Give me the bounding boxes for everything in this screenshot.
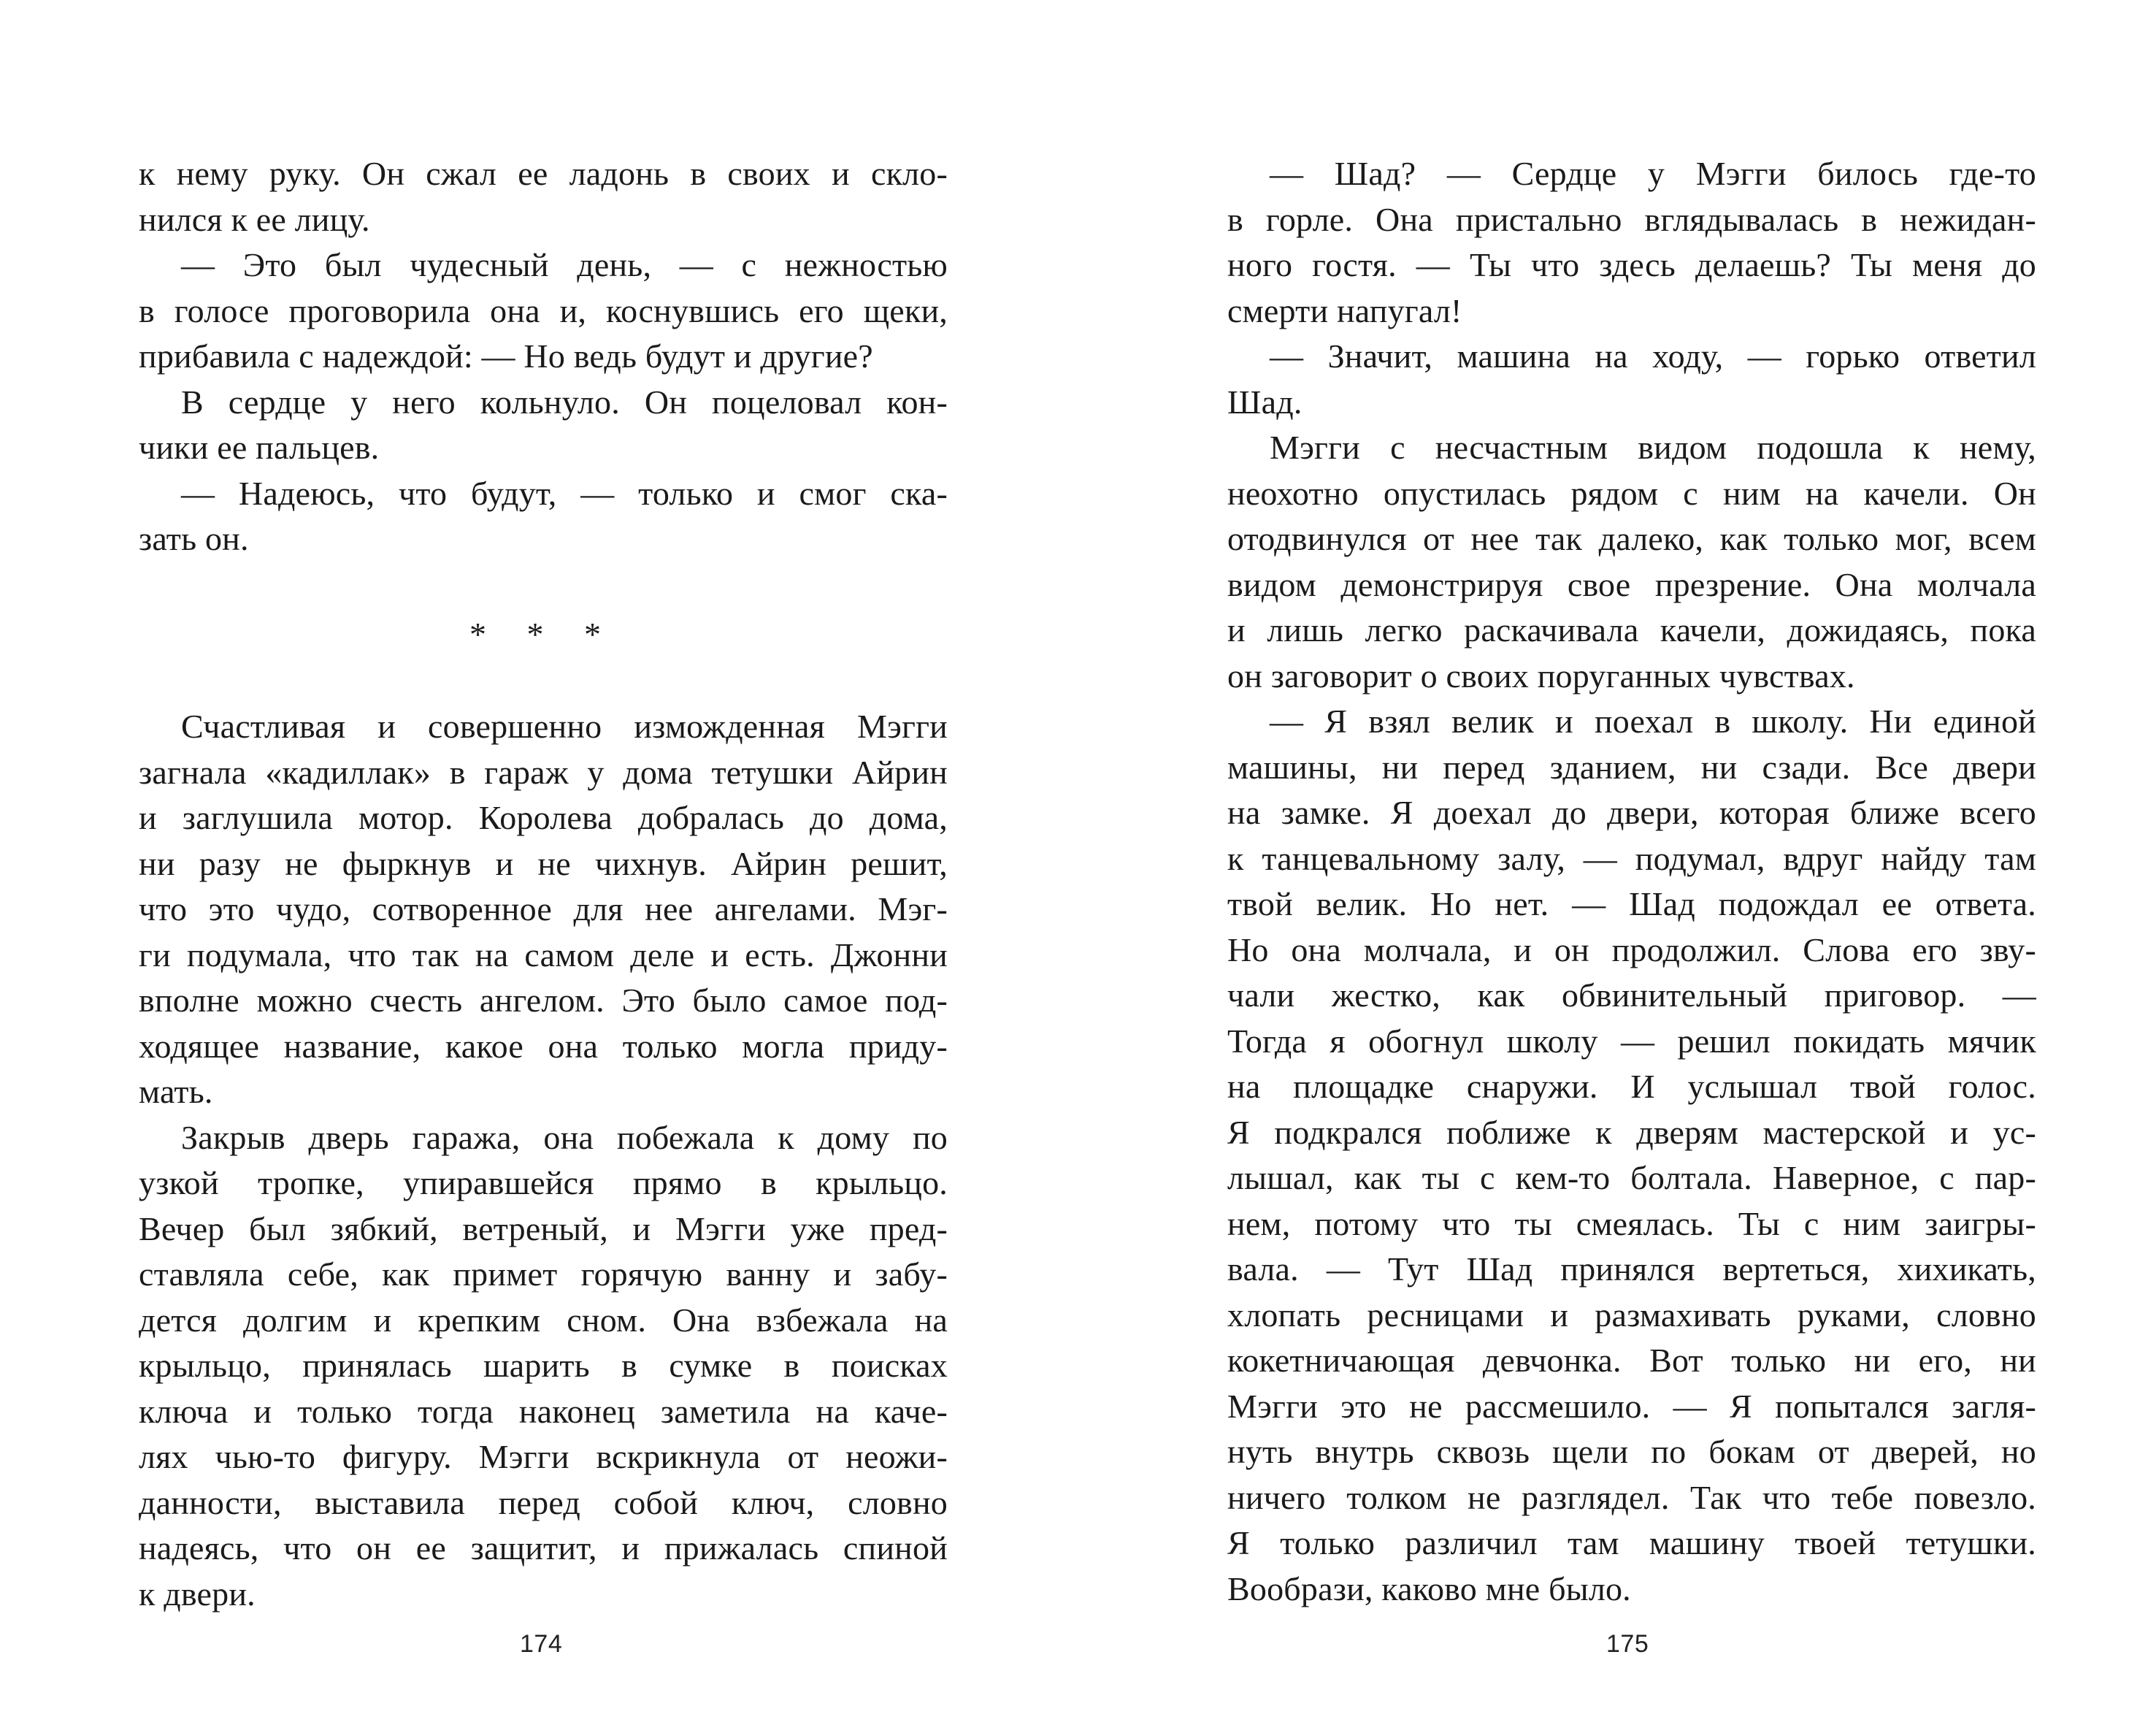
text-line: отодвинулся от нее так далеко, как только мог, всем xyxy=(1227,520,2036,557)
text-line: ги подумала, что так на самом деле и есть. Джонни xyxy=(139,936,948,974)
text-line: Тогда я обогнул школу — решил покидать мячик xyxy=(1227,1022,2036,1060)
text-line: кокетничающая девчонка. Вот только ни его, ни xyxy=(1227,1342,2036,1379)
left-text-before-separator xyxy=(139,151,948,562)
text-line: машины, ни перед зданием, ни сзади. Все двери xyxy=(1227,748,2036,786)
text-line: на замке. Я доехал до двери, которая ближе всего xyxy=(1227,794,2036,831)
page-number-right: 175 xyxy=(1606,1630,1649,1658)
text-line: Вечер был зябкий, ветреный, и Мэгги уже пред- xyxy=(139,1209,948,1247)
text-line: крыльцо, принялась шарить в сумке в поисках xyxy=(139,1347,948,1384)
text-line: видом демонстрируя свое презрение. Она молчала xyxy=(1227,565,2036,603)
text-line: чики ее пальцев. xyxy=(139,429,380,466)
text-line: данности, выставила перед собой ключ, словно xyxy=(139,1483,948,1521)
text-line: — Это был чудесный день, — с нежностью xyxy=(181,246,948,283)
text-line: твой велик. Но нет. — Шад подождал ее ответа. xyxy=(1227,885,2036,922)
text-line: к двери. xyxy=(139,1575,256,1613)
text-line: хлопать ресницами и размахивать руками, словно xyxy=(1227,1296,2036,1334)
text-line: — Шад? — Сердце у Мэгги билось где-то xyxy=(1270,155,2036,192)
text-line: Я только различил там машину твоей тетушки. xyxy=(1227,1524,2036,1561)
text-line: Счастливая и совершенно изможденная Мэгги xyxy=(181,708,948,745)
text-line: в голосе проговорила она и, коснувшись его щеки, xyxy=(139,291,948,329)
text-line: нуть внутрь сквозь щели по бокам от дверей, но xyxy=(1227,1433,2036,1470)
text-line: загнала «кадиллак» в гараж у дома тетушки Айрин xyxy=(139,753,948,791)
text-line: на площадке снаружи. И услышал твой голос. xyxy=(1227,1068,2036,1105)
text-line: Вообрази, каково мне было. xyxy=(1227,1569,1631,1607)
text-line: Шад. xyxy=(1227,383,1303,421)
text-line: зать он. xyxy=(139,520,249,557)
right-page xyxy=(1078,0,2156,1725)
text-line: Но она молчала, и он продолжил. Слова его зву- xyxy=(1227,930,2036,968)
text-line: Мэгги с несчастным видом подошла к нему, xyxy=(1270,429,2036,466)
text-line: он заговорит о своих поруганных чувствах. xyxy=(1227,657,1855,695)
text-line: и лишь легко раскачивала качели, дожидаясь, пока xyxy=(1227,611,2036,649)
text-line: мать. xyxy=(139,1073,213,1110)
text-line: ни разу не фыркнув и не чихнув. Айрин решит, xyxy=(139,844,948,882)
text-line: нился к ее лицу. xyxy=(139,200,370,238)
text-line: ного гостя. — Ты что здесь делаешь? Ты меня до xyxy=(1227,246,2036,283)
text-line: вала. — Тут Шад принялся вертеться, хихикать, xyxy=(1227,1250,2036,1288)
text-line: ничего толком не разглядел. Так что тебе повезло. xyxy=(1227,1478,2036,1516)
text-line: лышал, как ты с кем-то болтала. Наверное, с пар- xyxy=(1227,1159,2036,1196)
text-line: нем, потому что ты смеялась. Ты с ним заигры- xyxy=(1227,1204,2036,1242)
text-line: дется долгим и крепким сном. Она взбежала на xyxy=(139,1301,948,1339)
text-line: ключа и только тогда наконец заметила на каче- xyxy=(139,1392,948,1430)
text-line: и заглушила мотор. Королева добралась до дома, xyxy=(139,799,948,836)
text-line: к танцевальному залу, — подумал, вдруг найду там xyxy=(1227,839,2036,877)
text-line: чали жестко, как обвинительный приговор. — xyxy=(1227,976,2036,1014)
text-line: к нему руку. Он сжал ее ладонь в своих и скло- xyxy=(139,155,948,192)
text-line: надеясь, что он ее защитит, и прижалась спиной xyxy=(139,1529,948,1567)
text-line: — Я взял велик и поехал в школу. Ни единой xyxy=(1270,703,2036,740)
text-line: ходящее название, какое она только могла приду- xyxy=(139,1027,948,1065)
text-line: В сердце у него кольнуло. Он поцеловал кон- xyxy=(181,383,948,421)
text-line: Мэгги это не рассмешило. — Я попытался загля- xyxy=(1227,1387,2036,1425)
left-page-text xyxy=(139,151,948,1617)
text-line: — Надеюсь, что будут, — только и смог ска- xyxy=(181,474,948,512)
text-line: ставляла себе, как примет горячую ванну и забу- xyxy=(139,1255,948,1293)
text-line: лях чью-то фигуру. Мэгги вскрикнула от неожи- xyxy=(139,1438,948,1475)
section-separator: * * * xyxy=(469,615,617,653)
right-text xyxy=(1227,151,2036,1612)
text-line: смерти напугал! xyxy=(1227,291,1462,329)
text-line: Я подкрался поближе к дверям мастерской и ус- xyxy=(1227,1113,2036,1151)
left-text-after-separator xyxy=(139,704,948,1617)
text-line: в горле. Она пристально вглядывалась в нежидан- xyxy=(1227,200,2036,238)
text-line: вполне можно счесть ангелом. Это было самое под- xyxy=(139,982,948,1019)
page-number-left: 174 xyxy=(520,1630,563,1658)
text-line: — Значит, машина на ходу, — горько ответил xyxy=(1270,337,2036,375)
right-page-text xyxy=(1227,151,2036,1612)
text-line: прибавила с надеждой: — Но ведь будут и другие? xyxy=(139,337,873,375)
text-line: неохотно опустилась рядом с ним на качели. Он xyxy=(1227,474,2036,512)
text-line: что это чудо, сотворенное для нее ангелами. Мэг- xyxy=(139,890,948,927)
text-line: узкой тропке, упиравшейся прямо в крыльцо. xyxy=(139,1164,948,1201)
text-line: Закрыв дверь гаража, она побежала к дому по xyxy=(181,1118,948,1156)
